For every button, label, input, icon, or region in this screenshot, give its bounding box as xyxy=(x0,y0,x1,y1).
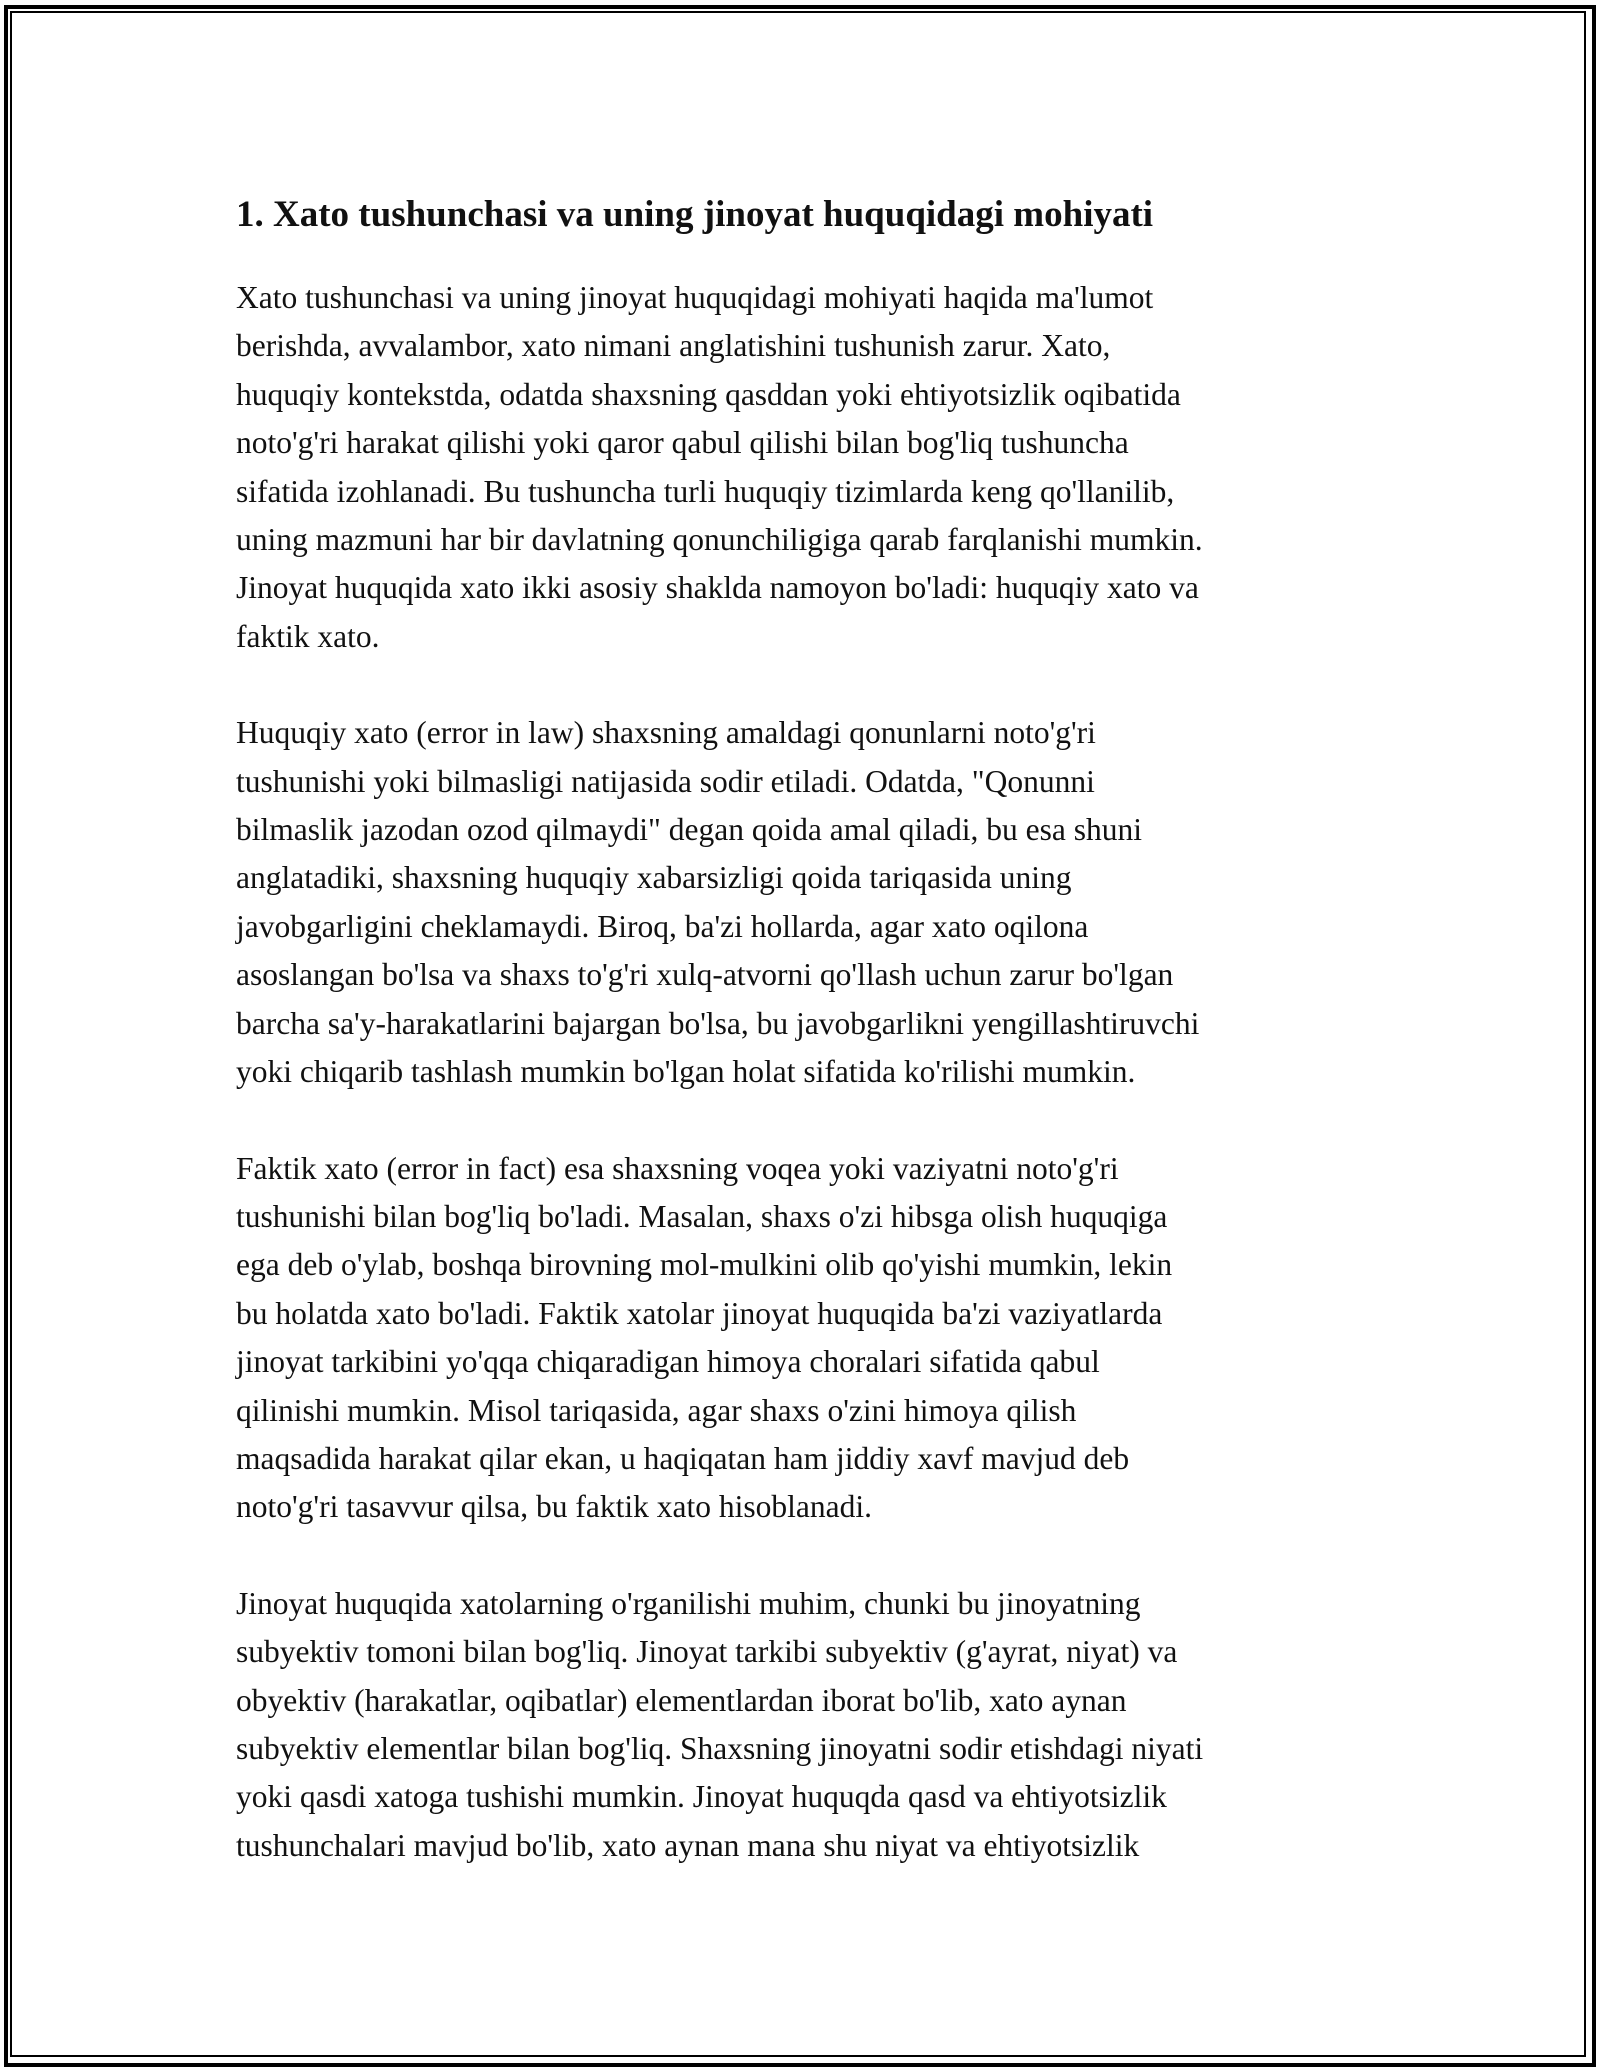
text-line: sifatida izohlanadi. Bu tushuncha turli huquqiy tizimlarda keng qo'llanilib, xyxy=(236,473,1175,509)
text-line: barcha sa'y-harakatlarini bajargan bo'lsa, bu javobgarlikni yengillashtiruvchi xyxy=(236,1005,1200,1041)
text-line: obyektiv (harakatlar, oqibatlar) elementlardan iborat bo'lib, xato aynan xyxy=(236,1682,1127,1718)
text-line: yoki qasdi xatoga tushishi mumkin. Jinoyat huquqda qasd va ehtiyotsizlik xyxy=(236,1779,1167,1815)
text-line: subyektiv tomoni bilan bog'liq. Jinoyat tarkibi subyektiv (g'ayrat, niyat) va xyxy=(236,1634,1178,1670)
section-heading: 1. Xato tushunchasi va uning jinoyat huquqidagi mohiyati xyxy=(236,194,1154,235)
text-line: jinoyat tarkibini yo'qqa chiqaradigan himoya choralari sifatida qabul xyxy=(236,1344,1100,1380)
text-line: huquqiy kontekstda, odatda shaxsning qasddan yoki ehtiyotsizlik oqibatida xyxy=(236,376,1181,412)
text-line: anglatadiki, shaxsning huquqiy xabarsizligi qoida tariqasida uning xyxy=(236,860,1072,896)
text-line: ega deb o'ylab, boshqa birovning mol-mulkini olib qo'yishi mumkin, lekin xyxy=(236,1247,1173,1283)
text-line: tushunchalari mavjud bo'lib, xato aynan mana shu niyat va ehtiyotsizlik xyxy=(236,1827,1140,1863)
text-line: subyektiv elementlar bilan bog'liq. Shaxsning jinoyatni sodir etishdagi niyati xyxy=(236,1730,1204,1766)
text-line: tushunishi yoki bilmasligi natijasida sodir etiladi. Odatda, "Qonunni xyxy=(236,763,1095,799)
document-body xyxy=(236,186,1368,1918)
text-line: Xato tushunchasi va uning jinoyat huquqidagi mohiyati haqida ma'lumot xyxy=(236,280,1154,315)
paragraph-3 xyxy=(236,1145,1368,1532)
text-line: noto'g'ri harakat qilishi yoki qaror qabul qilishi bilan bog'liq tushuncha xyxy=(236,425,1129,461)
text-line: Jinoyat huquqida xatolarning o'rganilishi muhim, chunki bu jinoyatning xyxy=(236,1585,1141,1621)
paragraph-1 xyxy=(236,274,1368,661)
text-line: bilmaslik jazodan ozod qilmaydi" degan qoida amal qiladi, bu esa shuni xyxy=(236,812,1143,848)
text-line: tushunishi bilan bog'liq bo'ladi. Masalan, shaxs o'zi hibsga olish huquqiga xyxy=(236,1198,1168,1234)
text-line: berishda, avvalambor, xato nimani anglatishini tushunish zarur. Xato, xyxy=(236,328,1111,364)
text-line: yoki chiqarib tashlash mumkin bo'lgan holat sifatida ko'rilishi mumkin. xyxy=(236,1054,1136,1090)
text-line: maqsadida harakat qilar ekan, u haqiqatan ham jiddiy xavf mavjud deb xyxy=(236,1440,1130,1476)
text-line: asoslangan bo'lsa va shaxs to'g'ri xulq-atvorni qo'llash uchun zarur bo'lgan xyxy=(236,957,1174,993)
text-line: javobgarligini cheklamaydi. Biroq, ba'zi hollarda, agar xato oqilona xyxy=(236,908,1089,944)
text-line: uning mazmuni har bir davlatning qonunchiligiga qarab farqlanishi mumkin. xyxy=(236,522,1203,558)
text-line: noto'g'ri tasavvur qilsa, bu faktik xato hisoblanadi. xyxy=(236,1489,872,1525)
paragraph-2 xyxy=(236,709,1368,1096)
paragraph-4 xyxy=(236,1580,1368,1870)
text-line: Faktik xato (error in fact) esa shaxsning voqea yoki vaziyatni noto'g'ri xyxy=(236,1150,1119,1186)
text-line: faktik xato. xyxy=(236,618,380,654)
text-line: Huquqiy xato (error in law) shaxsning amaldagi qonunlarni noto'g'ri xyxy=(236,715,1096,751)
text-line: bu holatda xato bo'ladi. Faktik xatolar jinoyat huquqida ba'zi vaziyatlarda xyxy=(236,1295,1163,1331)
text-line: Jinoyat huquqida xato ikki asosiy shaklda namoyon bo'ladi: huquqiy xato va xyxy=(236,570,1199,606)
text-line: qilinishi mumkin. Misol tariqasida, agar shaxs o'zini himoya qilish xyxy=(236,1392,1077,1428)
